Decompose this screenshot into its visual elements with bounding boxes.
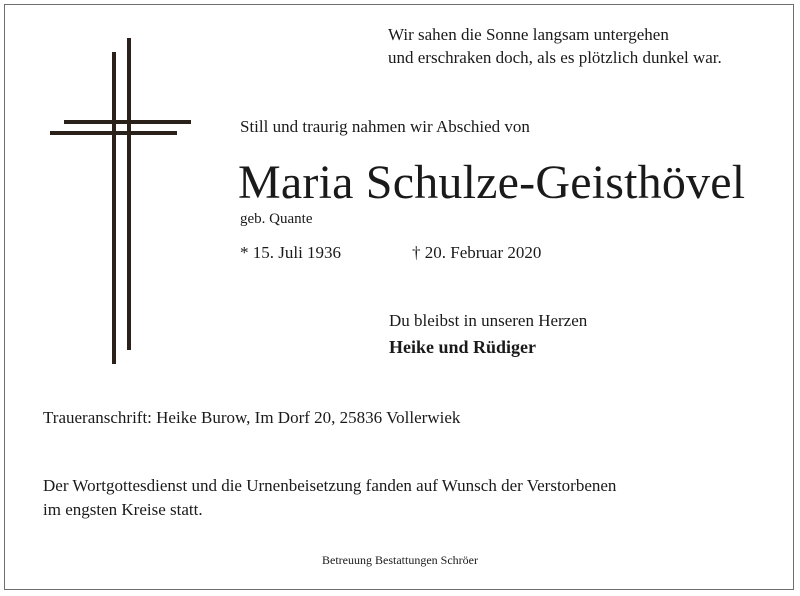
service-notice — [43, 474, 616, 522]
mourners-names: Heike und Rüdiger — [389, 337, 537, 357]
mourning-address: Traueranschrift: Heike Burow, Im Dorf 20, 25836 Vollerwiek — [43, 408, 461, 427]
birth-date: * 15. Juli 1936 — [240, 243, 342, 262]
birth-name: geb. Quante — [240, 211, 313, 227]
closing-text: Du bleibst in unseren Herzen — [389, 311, 588, 330]
service-notice-line-1: Der Wortgottesdienst und die Urnenbeisetzung fanden auf Wunsch der Verstorbenen — [43, 476, 617, 495]
intro-text: Still und traurig nahmen wir Abschied von — [240, 117, 530, 136]
funeral-home: Betreuung Bestattungen Schröer — [322, 553, 478, 567]
motto-line-2: und erschraken doch, als es plötzlich dunkel war. — [388, 48, 722, 67]
motto-line-1: Wir sahen die Sonne langsam untergehen — [388, 25, 669, 44]
motto-quote — [388, 23, 722, 69]
service-notice-line-2: im engsten Kreise statt. — [43, 500, 203, 519]
death-date: † 20. Februar 2020 — [412, 243, 542, 262]
deceased-name: Maria Schulze-Geisthövel — [238, 156, 746, 209]
